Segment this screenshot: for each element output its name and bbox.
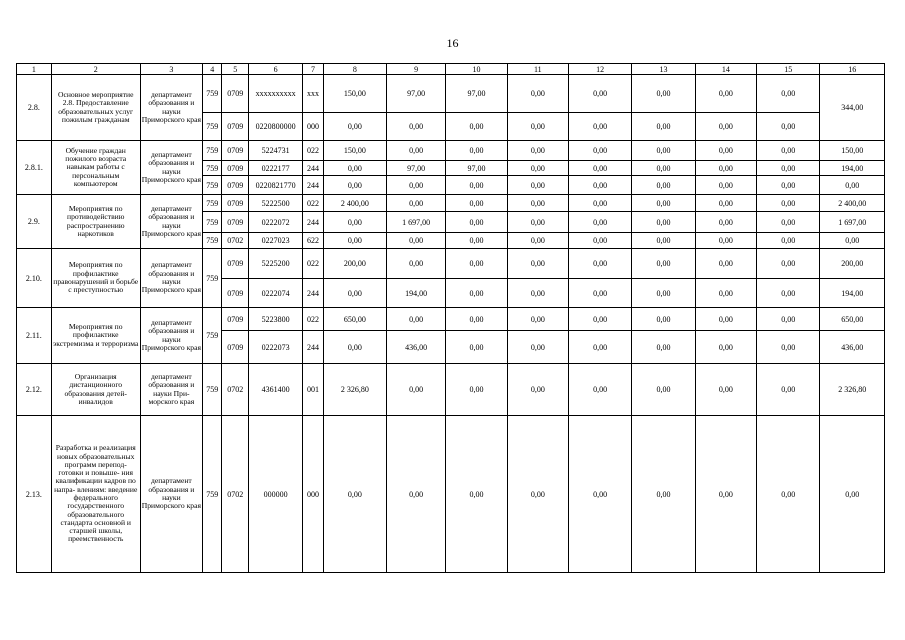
header-cell: 15: [757, 64, 820, 75]
section-cell: 0702: [222, 416, 249, 573]
value-cell: 0,00: [387, 308, 446, 331]
value-cell: 0,00: [446, 113, 507, 141]
value-cell: 0,00: [757, 75, 820, 113]
csr-cell: 0220821770: [249, 176, 303, 195]
value-cell: 0,00: [387, 176, 446, 195]
value-cell: 0,00: [632, 161, 695, 176]
value-cell: 0,00: [446, 233, 507, 249]
row-name: Организация дистанционного образования детей-инвалидов: [51, 364, 140, 416]
vr-cell: 244: [303, 212, 323, 233]
section-cell: 0702: [222, 233, 249, 249]
value-cell: 0,00: [323, 279, 386, 308]
value-cell: 0,00: [695, 75, 756, 113]
row-code: 2.12.: [17, 364, 52, 416]
value-cell: 194,00: [387, 279, 446, 308]
value-cell: 650,00: [323, 308, 386, 331]
section-cell: 0709: [222, 141, 249, 161]
row-code: 2.11.: [17, 308, 52, 364]
grbs-cell: 759: [203, 195, 222, 212]
value-cell: 1 697,00: [387, 212, 446, 233]
value-cell: 0,00: [507, 212, 568, 233]
grbs-cell: 759: [203, 113, 222, 141]
value-cell: 0,00: [446, 308, 507, 331]
grbs-cell: 759: [203, 75, 222, 113]
value-cell: 200,00: [323, 249, 386, 279]
header-cell: 8: [323, 64, 386, 75]
value-cell: 0,00: [507, 161, 568, 176]
grbs-cell: 759: [203, 364, 222, 416]
value-cell: 0,00: [632, 308, 695, 331]
total-cell: 194,00: [820, 279, 885, 308]
value-cell: 0,00: [632, 113, 695, 141]
row-name: Основное мероприятие 2.8. Предоставление образовательных услуг пожилым гражданам: [51, 75, 140, 141]
value-cell: 0,00: [507, 364, 568, 416]
row-code: 2.8.1.: [17, 141, 52, 195]
grbs-cell: 759: [203, 141, 222, 161]
total-cell: 0,00: [820, 416, 885, 573]
value-cell: 0,00: [757, 279, 820, 308]
value-cell: 0,00: [632, 279, 695, 308]
value-cell: 2 326,80: [323, 364, 386, 416]
grbs-cell: 759: [203, 161, 222, 176]
value-cell: 0,00: [387, 195, 446, 212]
row-code: 2.8.: [17, 75, 52, 141]
value-cell: 0,00: [568, 212, 631, 233]
header-cell: 2: [51, 64, 140, 75]
total-cell: 0,00: [820, 176, 885, 195]
row-code: 2.9.: [17, 195, 52, 249]
value-cell: 0,00: [695, 233, 756, 249]
header-cell: 5: [222, 64, 249, 75]
header-cell: 16: [820, 64, 885, 75]
row-name: Мероприятия по профилактике правонарушений и борьбе с преступностью: [51, 249, 140, 308]
value-cell: 0,00: [507, 279, 568, 308]
grbs-cell: 759: [203, 249, 222, 308]
value-cell: 0,00: [387, 249, 446, 279]
header-cell: 14: [695, 64, 756, 75]
executor-cell: департамент образования и науки Приморского края: [140, 195, 202, 249]
grbs-cell: 759: [203, 176, 222, 195]
value-cell: 0,00: [387, 113, 446, 141]
total-cell: 0,00: [820, 233, 885, 249]
vr-cell: 244: [303, 279, 323, 308]
value-cell: 97,00: [446, 161, 507, 176]
value-cell: 0,00: [695, 113, 756, 141]
vr-cell: 244: [303, 161, 323, 176]
vr-cell: 022: [303, 308, 323, 331]
value-cell: 0,00: [446, 331, 507, 364]
section-cell: 0709: [222, 75, 249, 113]
value-cell: 0,00: [323, 233, 386, 249]
value-cell: 150,00: [323, 75, 386, 113]
value-cell: 0,00: [323, 416, 386, 573]
csr-cell: 000000: [249, 416, 303, 573]
value-cell: 0,00: [695, 249, 756, 279]
value-cell: 0,00: [446, 416, 507, 573]
section-cell: 0709: [222, 249, 249, 279]
value-cell: 0,00: [695, 308, 756, 331]
value-cell: 0,00: [387, 364, 446, 416]
table-row: [17, 141, 885, 161]
header-cell: 1: [17, 64, 52, 75]
total-cell: 650,00: [820, 308, 885, 331]
row-code: 2.13.: [17, 416, 52, 573]
table-row: [17, 308, 885, 331]
value-cell: 0,00: [632, 75, 695, 113]
row-code: 2.10.: [17, 249, 52, 308]
value-cell: 0,00: [695, 416, 756, 573]
value-cell: 0,00: [323, 113, 386, 141]
value-cell: 0,00: [568, 331, 631, 364]
value-cell: 0,00: [695, 176, 756, 195]
grbs-cell: 759: [203, 212, 222, 233]
csr-cell: 5224731: [249, 141, 303, 161]
csr-cell: 0222072: [249, 212, 303, 233]
total-cell: 2 400,00: [820, 195, 885, 212]
value-cell: 0,00: [695, 161, 756, 176]
value-cell: 0,00: [632, 364, 695, 416]
header-cell: 9: [387, 64, 446, 75]
value-cell: 0,00: [695, 195, 756, 212]
vr-cell: 244: [303, 331, 323, 364]
value-cell: 0,00: [568, 249, 631, 279]
csr-cell: 0222177: [249, 161, 303, 176]
csr-cell: 0220800000: [249, 113, 303, 141]
table-row: [17, 75, 885, 113]
row-name: Мероприятия по профилактике экстремизма и терроризма: [51, 308, 140, 364]
csr-cell: xxxxxxxxxx: [249, 75, 303, 113]
page-number: 16: [446, 36, 459, 50]
vr-cell: 022: [303, 249, 323, 279]
value-cell: 0,00: [757, 195, 820, 212]
executor-cell: департамент образования и науки Приморского края: [140, 141, 202, 195]
value-cell: 0,00: [446, 212, 507, 233]
value-cell: 0,00: [568, 75, 631, 113]
section-cell: 0709: [222, 161, 249, 176]
csr-cell: 5223800: [249, 308, 303, 331]
vr-cell: 001: [303, 364, 323, 416]
value-cell: 0,00: [507, 195, 568, 212]
value-cell: 2 400,00: [323, 195, 386, 212]
header-cell: 11: [507, 64, 568, 75]
value-cell: 0,00: [757, 141, 820, 161]
csr-cell: 0227023: [249, 233, 303, 249]
section-cell: 0709: [222, 113, 249, 141]
value-cell: 0,00: [568, 161, 631, 176]
section-cell: 0709: [222, 212, 249, 233]
value-cell: 0,00: [757, 176, 820, 195]
section-cell: 0709: [222, 279, 249, 308]
value-cell: 0,00: [507, 75, 568, 113]
value-cell: 0,00: [695, 364, 756, 416]
csr-cell: 0222074: [249, 279, 303, 308]
value-cell: 0,00: [632, 141, 695, 161]
value-cell: 0,00: [757, 161, 820, 176]
value-cell: 150,00: [323, 141, 386, 161]
value-cell: 0,00: [632, 195, 695, 212]
value-cell: 0,00: [568, 233, 631, 249]
vr-cell: 244: [303, 176, 323, 195]
header-cell: 4: [203, 64, 222, 75]
row-name: Мероприятия по противодействию распространению наркотиков: [51, 195, 140, 249]
header-cell: 10: [446, 64, 507, 75]
value-cell: 0,00: [507, 331, 568, 364]
csr-cell: 4361400: [249, 364, 303, 416]
section-cell: 0709: [222, 195, 249, 212]
value-cell: 0,00: [507, 233, 568, 249]
csr-cell: 5225200: [249, 249, 303, 279]
value-cell: 0,00: [757, 308, 820, 331]
value-cell: 97,00: [446, 75, 507, 113]
value-cell: 0,00: [695, 141, 756, 161]
header-row: [17, 64, 885, 75]
header-cell: 13: [632, 64, 695, 75]
value-cell: 0,00: [568, 141, 631, 161]
total-cell: 2 326,80: [820, 364, 885, 416]
grbs-cell: 759: [203, 308, 222, 364]
header-cell: 12: [568, 64, 631, 75]
value-cell: 0,00: [568, 113, 631, 141]
section-cell: 0709: [222, 176, 249, 195]
value-cell: 0,00: [568, 176, 631, 195]
executor-cell: департамент образования и науки Приморского края: [140, 416, 202, 573]
total-cell: 344,00: [820, 75, 885, 141]
csr-cell: 5222500: [249, 195, 303, 212]
value-cell: 0,00: [323, 176, 386, 195]
value-cell: 0,00: [387, 416, 446, 573]
value-cell: 0,00: [632, 331, 695, 364]
total-cell: 436,00: [820, 331, 885, 364]
table-row: [17, 249, 885, 279]
value-cell: 0,00: [695, 212, 756, 233]
row-name: Обучение граждан пожилого возраста навыкам работы с персональным компьютером: [51, 141, 140, 195]
grbs-cell: 759: [203, 233, 222, 249]
executor-cell: департамент образования и науки Приморского края: [140, 249, 202, 308]
value-cell: 0,00: [507, 176, 568, 195]
value-cell: 0,00: [568, 195, 631, 212]
vr-cell: xxx: [303, 75, 323, 113]
value-cell: 0,00: [568, 308, 631, 331]
value-cell: 0,00: [507, 249, 568, 279]
value-cell: 0,00: [507, 113, 568, 141]
value-cell: 0,00: [695, 331, 756, 364]
value-cell: 0,00: [507, 141, 568, 161]
value-cell: 0,00: [446, 176, 507, 195]
section-cell: 0709: [222, 331, 249, 364]
table-row: [17, 416, 885, 573]
header-cell: 3: [140, 64, 202, 75]
value-cell: 0,00: [695, 279, 756, 308]
value-cell: 0,00: [507, 416, 568, 573]
value-cell: 0,00: [632, 249, 695, 279]
total-cell: 200,00: [820, 249, 885, 279]
value-cell: 436,00: [387, 331, 446, 364]
value-cell: 0,00: [446, 195, 507, 212]
grbs-cell: 759: [203, 416, 222, 573]
value-cell: 0,00: [632, 176, 695, 195]
executor-cell: департамент образования и науки Приморского края: [140, 75, 202, 141]
value-cell: 0,00: [323, 331, 386, 364]
vr-cell: 622: [303, 233, 323, 249]
value-cell: 0,00: [323, 212, 386, 233]
value-cell: 0,00: [757, 416, 820, 573]
value-cell: 0,00: [632, 212, 695, 233]
value-cell: 97,00: [387, 161, 446, 176]
value-cell: 0,00: [387, 233, 446, 249]
csr-cell: 0222073: [249, 331, 303, 364]
value-cell: 0,00: [446, 141, 507, 161]
value-cell: 0,00: [568, 279, 631, 308]
value-cell: 0,00: [632, 416, 695, 573]
table-row: [17, 195, 885, 212]
row-name: Разработка и реализация новых образовательных программ перепод- готовки и повыше- ния квалификации кадров по напра- влениям: введение федерального государственного образовательного стандарта основной и старшей школы, преемственность: [51, 416, 140, 573]
value-cell: 97,00: [387, 75, 446, 113]
total-cell: 150,00: [820, 141, 885, 161]
vr-cell: 022: [303, 195, 323, 212]
vr-cell: 022: [303, 141, 323, 161]
executor-cell: департамент образования и науки При- морского края: [140, 364, 202, 416]
section-cell: 0702: [222, 364, 249, 416]
value-cell: 0,00: [323, 161, 386, 176]
value-cell: 0,00: [446, 249, 507, 279]
value-cell: 0,00: [446, 279, 507, 308]
vr-cell: 000: [303, 416, 323, 573]
vr-cell: 000: [303, 113, 323, 141]
header-cell: 7: [303, 64, 323, 75]
value-cell: 0,00: [757, 331, 820, 364]
value-cell: 0,00: [568, 416, 631, 573]
value-cell: 0,00: [568, 364, 631, 416]
table-row: [17, 364, 885, 416]
total-cell: 1 697,00: [820, 212, 885, 233]
value-cell: 0,00: [757, 249, 820, 279]
value-cell: 0,00: [507, 308, 568, 331]
value-cell: 0,00: [632, 233, 695, 249]
value-cell: 0,00: [757, 212, 820, 233]
budget-table: [16, 63, 885, 573]
section-cell: 0709: [222, 308, 249, 331]
value-cell: 0,00: [387, 141, 446, 161]
value-cell: 0,00: [446, 364, 507, 416]
value-cell: 0,00: [757, 364, 820, 416]
executor-cell: департамент образования и науки Приморского края: [140, 308, 202, 364]
value-cell: 0,00: [757, 233, 820, 249]
value-cell: 0,00: [757, 113, 820, 141]
total-cell: 194,00: [820, 161, 885, 176]
header-cell: 6: [249, 64, 303, 75]
